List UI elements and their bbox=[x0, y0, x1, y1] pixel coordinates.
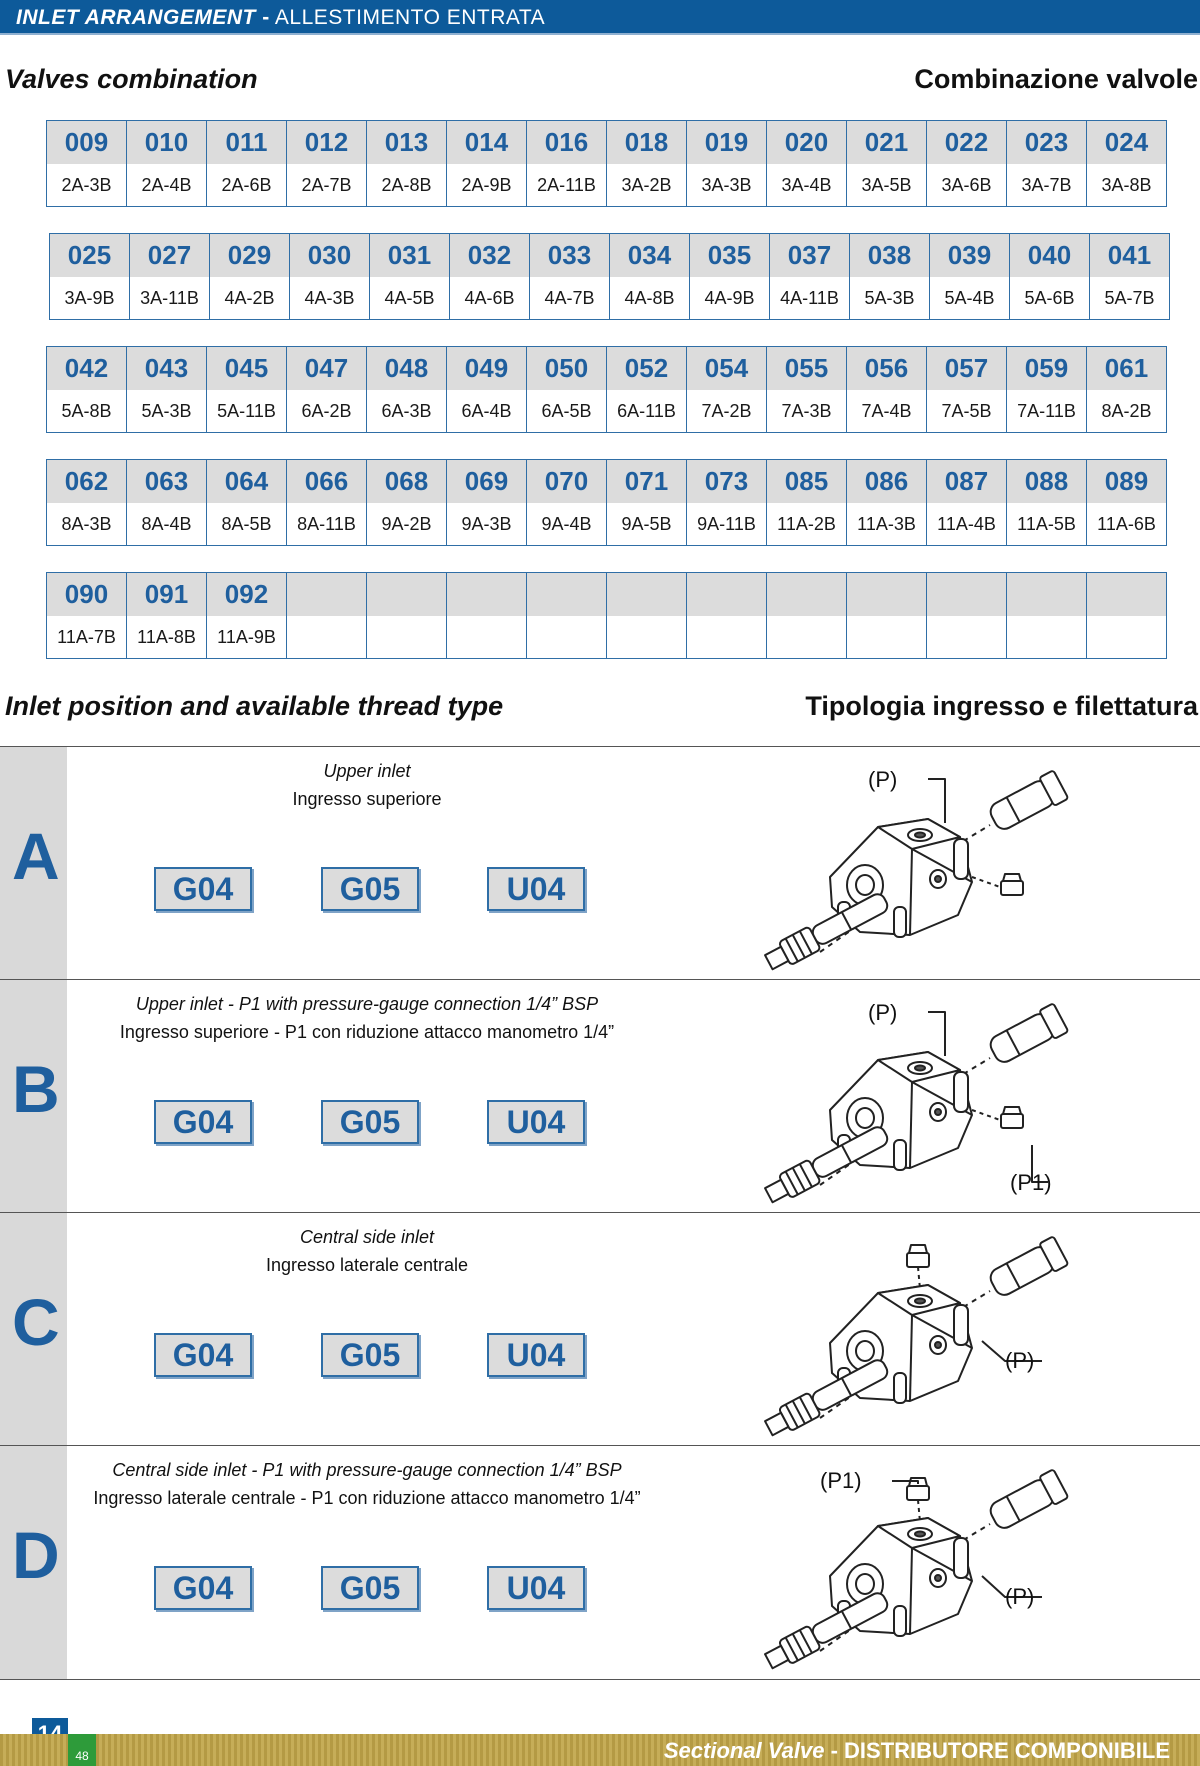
valve-code: 063 bbox=[127, 460, 206, 503]
valve-cell bbox=[50, 234, 130, 320]
valve-code: 024 bbox=[1087, 121, 1166, 164]
thread-code-box: G04 bbox=[154, 1333, 252, 1377]
valve-cell bbox=[847, 121, 927, 207]
header-title-en: INLET ARRANGEMENT bbox=[16, 6, 256, 29]
valve-code bbox=[607, 573, 686, 616]
inlet-section-a bbox=[0, 746, 1200, 980]
valve-code: 070 bbox=[527, 460, 606, 503]
valve-code: 039 bbox=[930, 234, 1009, 277]
valve-combination: 3A-9B bbox=[50, 277, 129, 319]
valve-combination: 2A-7B bbox=[287, 164, 366, 206]
valve-code: 071 bbox=[607, 460, 686, 503]
valve-code: 038 bbox=[850, 234, 929, 277]
valve-cell bbox=[687, 121, 767, 207]
valve-combination: 7A-11B bbox=[1007, 390, 1086, 432]
valve-code: 016 bbox=[527, 121, 606, 164]
valve-cell bbox=[1087, 460, 1167, 546]
valve-cell bbox=[607, 460, 687, 546]
valve-code: 088 bbox=[1007, 460, 1086, 503]
valve-code: 019 bbox=[687, 121, 766, 164]
thread-code-box: G05 bbox=[321, 1100, 419, 1144]
valve-cell bbox=[207, 573, 287, 659]
valve-combination: 6A-11B bbox=[607, 390, 686, 432]
valve-combination: 8A-5B bbox=[207, 503, 286, 545]
valve-combination bbox=[927, 616, 1006, 658]
footer-separator: - bbox=[830, 1738, 838, 1763]
valve-cell bbox=[927, 460, 1007, 546]
valve-code: 012 bbox=[287, 121, 366, 164]
valve-cell bbox=[1087, 573, 1167, 659]
valve-cell bbox=[447, 573, 527, 659]
valve-code: 073 bbox=[687, 460, 766, 503]
inlet-valve-drawing bbox=[760, 1456, 1120, 1671]
valve-combination bbox=[447, 616, 526, 658]
port-label: (P) bbox=[868, 1000, 898, 1025]
valve-cell bbox=[770, 234, 850, 320]
valve-code bbox=[367, 573, 446, 616]
valve-code: 061 bbox=[1087, 347, 1166, 390]
valve-combination: 8A-2B bbox=[1087, 390, 1166, 432]
valve-combination: 7A-2B bbox=[687, 390, 766, 432]
valve-combination bbox=[1087, 616, 1166, 658]
valve-combination: 2A-6B bbox=[207, 164, 286, 206]
valve-combination: 8A-3B bbox=[47, 503, 126, 545]
valve-combination: 2A-4B bbox=[127, 164, 206, 206]
valve-cell bbox=[1007, 460, 1087, 546]
valve-combination bbox=[1007, 616, 1086, 658]
valve-combination: 3A-5B bbox=[847, 164, 926, 206]
valve-combination bbox=[767, 616, 846, 658]
valve-combination bbox=[527, 616, 606, 658]
valve-cell bbox=[47, 121, 127, 207]
valve-cell bbox=[447, 347, 527, 433]
header-separator: - bbox=[262, 6, 270, 29]
valve-code: 041 bbox=[1090, 234, 1169, 277]
valve-code: 092 bbox=[207, 573, 286, 616]
inlet-valve-drawing bbox=[760, 1223, 1120, 1438]
valve-cell bbox=[767, 460, 847, 546]
footer-title-en: Sectional Valve bbox=[663, 1738, 825, 1763]
subpage-number: 48 bbox=[68, 1734, 96, 1766]
valve-cell bbox=[927, 121, 1007, 207]
valve-cell bbox=[767, 573, 847, 659]
valve-cell bbox=[1087, 121, 1167, 207]
valve-code: 054 bbox=[687, 347, 766, 390]
valve-combination: 5A-7B bbox=[1090, 277, 1169, 319]
thread-code-box: G05 bbox=[321, 1333, 419, 1377]
inlet-section-d bbox=[0, 1445, 1200, 1680]
thread-code-box: U04 bbox=[487, 867, 585, 911]
valve-combination: 6A-4B bbox=[447, 390, 526, 432]
valve-cell bbox=[610, 234, 690, 320]
valve-combination bbox=[847, 616, 926, 658]
valve-cell bbox=[207, 347, 287, 433]
valve-cell bbox=[127, 347, 207, 433]
port-label: (P) bbox=[1005, 1348, 1035, 1373]
valve-combination: 4A-2B bbox=[210, 277, 289, 319]
section-description-it: Ingresso laterale centrale bbox=[265, 1255, 469, 1275]
valve-combination: 3A-8B bbox=[1087, 164, 1166, 206]
valve-code: 055 bbox=[767, 347, 846, 390]
valve-cell bbox=[847, 573, 927, 659]
section-description-it: Ingresso superiore bbox=[292, 789, 442, 809]
valve-combination bbox=[287, 616, 366, 658]
valve-code: 043 bbox=[127, 347, 206, 390]
valve-cell bbox=[47, 347, 127, 433]
section-letter: A bbox=[12, 819, 60, 893]
footer-title bbox=[664, 1738, 1170, 1764]
valve-cell bbox=[527, 573, 607, 659]
valve-code: 037 bbox=[770, 234, 849, 277]
valve-cell bbox=[527, 121, 607, 207]
valve-code: 033 bbox=[530, 234, 609, 277]
inlet-valve-drawing bbox=[760, 757, 1120, 972]
valve-cell bbox=[447, 121, 527, 207]
section-description-it: Ingresso superiore - P1 con riduzione attacco manometro 1/4” bbox=[119, 1022, 615, 1042]
valve-code: 025 bbox=[50, 234, 129, 277]
header-title-it: ALLESTIMENTO ENTRATA bbox=[274, 6, 546, 29]
valve-code: 030 bbox=[290, 234, 369, 277]
valve-cell bbox=[367, 121, 447, 207]
valve-code: 027 bbox=[130, 234, 209, 277]
valves-title-it: Combinazione valvole bbox=[914, 64, 1198, 94]
valve-code: 013 bbox=[367, 121, 446, 164]
valve-combination: 3A-6B bbox=[927, 164, 1006, 206]
valve-combination bbox=[367, 616, 446, 658]
valve-combination: 4A-9B bbox=[690, 277, 769, 319]
section-letter: B bbox=[12, 1052, 60, 1126]
valve-combination: 3A-2B bbox=[607, 164, 686, 206]
valve-code: 040 bbox=[1010, 234, 1089, 277]
valve-combination: 5A-4B bbox=[930, 277, 1009, 319]
valve-combination: 6A-5B bbox=[527, 390, 606, 432]
valve-combination: 9A-2B bbox=[367, 503, 446, 545]
valve-cell bbox=[287, 347, 367, 433]
valve-cell bbox=[527, 460, 607, 546]
valve-code bbox=[1087, 573, 1166, 616]
valve-combination: 11A-2B bbox=[767, 503, 846, 545]
port-label: (P) bbox=[1005, 1584, 1035, 1609]
valve-cell bbox=[287, 121, 367, 207]
valve-code: 049 bbox=[447, 347, 526, 390]
valve-combination bbox=[607, 616, 686, 658]
valve-code bbox=[527, 573, 606, 616]
thread-code-box: U04 bbox=[487, 1566, 585, 1610]
valve-cell bbox=[607, 121, 687, 207]
valve-combination: 2A-11B bbox=[527, 164, 606, 206]
valve-cell bbox=[607, 573, 687, 659]
valve-cell bbox=[767, 121, 847, 207]
valve-cell bbox=[850, 234, 930, 320]
valve-code bbox=[767, 573, 846, 616]
valve-code: 069 bbox=[447, 460, 526, 503]
valve-combination: 4A-11B bbox=[770, 277, 849, 319]
thread-code-box: U04 bbox=[487, 1100, 585, 1144]
valve-cell bbox=[210, 234, 290, 320]
valve-combination: 3A-4B bbox=[767, 164, 846, 206]
thread-code-box: G04 bbox=[154, 867, 252, 911]
valve-cell bbox=[927, 347, 1007, 433]
section-description-en: Central side inlet bbox=[299, 1227, 435, 1247]
valve-code: 010 bbox=[127, 121, 206, 164]
valve-combination: 3A-3B bbox=[687, 164, 766, 206]
valve-combination: 11A-8B bbox=[127, 616, 206, 658]
valve-combination: 5A-3B bbox=[127, 390, 206, 432]
valve-combination: 11A-5B bbox=[1007, 503, 1086, 545]
valve-code bbox=[287, 573, 366, 616]
valve-cell bbox=[287, 460, 367, 546]
valve-combination: 6A-3B bbox=[367, 390, 446, 432]
section-letter: C bbox=[12, 1285, 60, 1359]
valves-row-5 bbox=[46, 572, 1167, 659]
valve-cell bbox=[450, 234, 530, 320]
valves-row-3 bbox=[46, 346, 1167, 433]
valve-cell bbox=[767, 347, 847, 433]
valve-cell bbox=[530, 234, 610, 320]
section-description-en: Central side inlet - P1 with pressure-gauge connection 1/4” BSP bbox=[112, 1460, 622, 1480]
valve-code: 068 bbox=[367, 460, 446, 503]
valve-combination: 4A-8B bbox=[610, 277, 689, 319]
valve-code: 056 bbox=[847, 347, 926, 390]
valve-cell bbox=[1007, 573, 1087, 659]
valve-combination: 5A-8B bbox=[47, 390, 126, 432]
valve-combination: 3A-11B bbox=[130, 277, 209, 319]
valve-cell bbox=[687, 460, 767, 546]
valve-cell bbox=[130, 234, 210, 320]
valve-combination: 2A-9B bbox=[447, 164, 526, 206]
valve-combination: 11A-7B bbox=[47, 616, 126, 658]
valve-code: 020 bbox=[767, 121, 846, 164]
thread-code-box: G05 bbox=[321, 867, 419, 911]
valve-cell bbox=[370, 234, 450, 320]
valve-cell bbox=[367, 460, 447, 546]
valve-code bbox=[847, 573, 926, 616]
valve-code bbox=[687, 573, 766, 616]
valve-cell bbox=[847, 460, 927, 546]
valve-cell bbox=[687, 347, 767, 433]
valve-code: 062 bbox=[47, 460, 126, 503]
valve-code: 057 bbox=[927, 347, 1006, 390]
valve-code: 045 bbox=[207, 347, 286, 390]
valve-combination: 8A-11B bbox=[287, 503, 366, 545]
valve-combination: 6A-2B bbox=[287, 390, 366, 432]
valve-cell bbox=[690, 234, 770, 320]
valve-code: 066 bbox=[287, 460, 366, 503]
valve-combination: 11A-4B bbox=[927, 503, 1006, 545]
valve-code: 085 bbox=[767, 460, 846, 503]
valve-code: 023 bbox=[1007, 121, 1086, 164]
valve-combination: 7A-4B bbox=[847, 390, 926, 432]
valve-code: 011 bbox=[207, 121, 286, 164]
valve-code: 042 bbox=[47, 347, 126, 390]
inlet-section-b bbox=[0, 979, 1200, 1213]
valve-cell bbox=[367, 347, 447, 433]
valve-combination: 7A-5B bbox=[927, 390, 1006, 432]
valve-code: 034 bbox=[610, 234, 689, 277]
valve-code bbox=[927, 573, 1006, 616]
valve-combination: 5A-11B bbox=[207, 390, 286, 432]
valve-code: 091 bbox=[127, 573, 206, 616]
valves-row-1 bbox=[46, 120, 1167, 207]
valve-code: 087 bbox=[927, 460, 1006, 503]
valve-code: 050 bbox=[527, 347, 606, 390]
valve-code: 032 bbox=[450, 234, 529, 277]
valve-cell bbox=[207, 460, 287, 546]
valve-combination: 4A-3B bbox=[290, 277, 369, 319]
valve-cell bbox=[1007, 347, 1087, 433]
valve-code: 018 bbox=[607, 121, 686, 164]
valve-code: 029 bbox=[210, 234, 289, 277]
valve-code: 090 bbox=[47, 573, 126, 616]
valves-title-en: Valves combination bbox=[5, 64, 258, 94]
valve-combination: 2A-3B bbox=[47, 164, 126, 206]
valve-cell bbox=[47, 573, 127, 659]
valve-cell bbox=[687, 573, 767, 659]
valve-combination: 2A-8B bbox=[367, 164, 446, 206]
valve-cell bbox=[527, 347, 607, 433]
valve-code: 059 bbox=[1007, 347, 1086, 390]
footer-bar bbox=[0, 1734, 1200, 1766]
valve-code: 014 bbox=[447, 121, 526, 164]
section-letter: D bbox=[12, 1518, 60, 1592]
valve-cell bbox=[447, 460, 527, 546]
valve-cell bbox=[287, 573, 367, 659]
valve-combination: 5A-3B bbox=[850, 277, 929, 319]
valve-code bbox=[1007, 573, 1086, 616]
valve-combination: 5A-6B bbox=[1010, 277, 1089, 319]
valve-combination: 8A-4B bbox=[127, 503, 206, 545]
valve-cell bbox=[930, 234, 1010, 320]
thread-code-box: U04 bbox=[487, 1333, 585, 1377]
section-description-it: Ingresso laterale centrale - P1 con riduzione attacco manometro 1/4” bbox=[93, 1488, 641, 1508]
valve-code: 031 bbox=[370, 234, 449, 277]
valve-code: 089 bbox=[1087, 460, 1166, 503]
valve-code: 021 bbox=[847, 121, 926, 164]
valve-cell bbox=[607, 347, 687, 433]
valve-code: 022 bbox=[927, 121, 1006, 164]
footer-title-it: DISTRIBUTORE COMPONIBILE bbox=[844, 1738, 1170, 1763]
valve-code bbox=[447, 573, 526, 616]
valve-cell bbox=[847, 347, 927, 433]
valve-combination: 4A-6B bbox=[450, 277, 529, 319]
valves-row-4 bbox=[46, 459, 1167, 546]
port-label: (P1) bbox=[1010, 1170, 1052, 1195]
valve-combination: 11A-9B bbox=[207, 616, 286, 658]
valve-code: 052 bbox=[607, 347, 686, 390]
valve-combination bbox=[687, 616, 766, 658]
valve-combination: 9A-4B bbox=[527, 503, 606, 545]
inlet-valve-drawing bbox=[760, 990, 1120, 1205]
valve-cell bbox=[1090, 234, 1170, 320]
valve-combination: 11A-6B bbox=[1087, 503, 1166, 545]
valve-code: 047 bbox=[287, 347, 366, 390]
valve-code: 064 bbox=[207, 460, 286, 503]
inlet-title-it: Tipologia ingresso e filettatura bbox=[805, 691, 1198, 721]
valve-cell bbox=[127, 460, 207, 546]
valve-code: 035 bbox=[690, 234, 769, 277]
valve-cell bbox=[1010, 234, 1090, 320]
valve-cell bbox=[367, 573, 447, 659]
valve-combination: 11A-3B bbox=[847, 503, 926, 545]
valve-cell bbox=[127, 573, 207, 659]
thread-code-box: G05 bbox=[321, 1566, 419, 1610]
port-label: (P1) bbox=[820, 1468, 862, 1493]
valve-cell bbox=[47, 460, 127, 546]
valve-combination: 7A-3B bbox=[767, 390, 846, 432]
header-title bbox=[16, 6, 545, 30]
section-description-en: Upper inlet - P1 with pressure-gauge connection 1/4” BSP bbox=[135, 994, 599, 1014]
valve-combination: 4A-5B bbox=[370, 277, 449, 319]
valve-cell bbox=[290, 234, 370, 320]
valve-code: 048 bbox=[367, 347, 446, 390]
section-description-en: Upper inlet bbox=[323, 761, 411, 781]
valve-cell bbox=[127, 121, 207, 207]
valve-code: 009 bbox=[47, 121, 126, 164]
valve-code: 086 bbox=[847, 460, 926, 503]
port-label: (P) bbox=[868, 767, 898, 792]
valve-cell bbox=[1007, 121, 1087, 207]
inlet-title-en: Inlet position and available thread type bbox=[5, 691, 504, 721]
valve-combination: 4A-7B bbox=[530, 277, 609, 319]
inlet-section-c bbox=[0, 1212, 1200, 1446]
valve-combination: 9A-11B bbox=[687, 503, 766, 545]
header-bar bbox=[0, 0, 1200, 35]
valve-combination: 9A-5B bbox=[607, 503, 686, 545]
valve-cell bbox=[1087, 347, 1167, 433]
valve-cell bbox=[927, 573, 1007, 659]
thread-code-box: G04 bbox=[154, 1566, 252, 1610]
valve-combination: 9A-3B bbox=[447, 503, 526, 545]
thread-code-box: G04 bbox=[154, 1100, 252, 1144]
valve-cell bbox=[207, 121, 287, 207]
valve-combination: 3A-7B bbox=[1007, 164, 1086, 206]
valves-row-2 bbox=[49, 233, 1170, 320]
